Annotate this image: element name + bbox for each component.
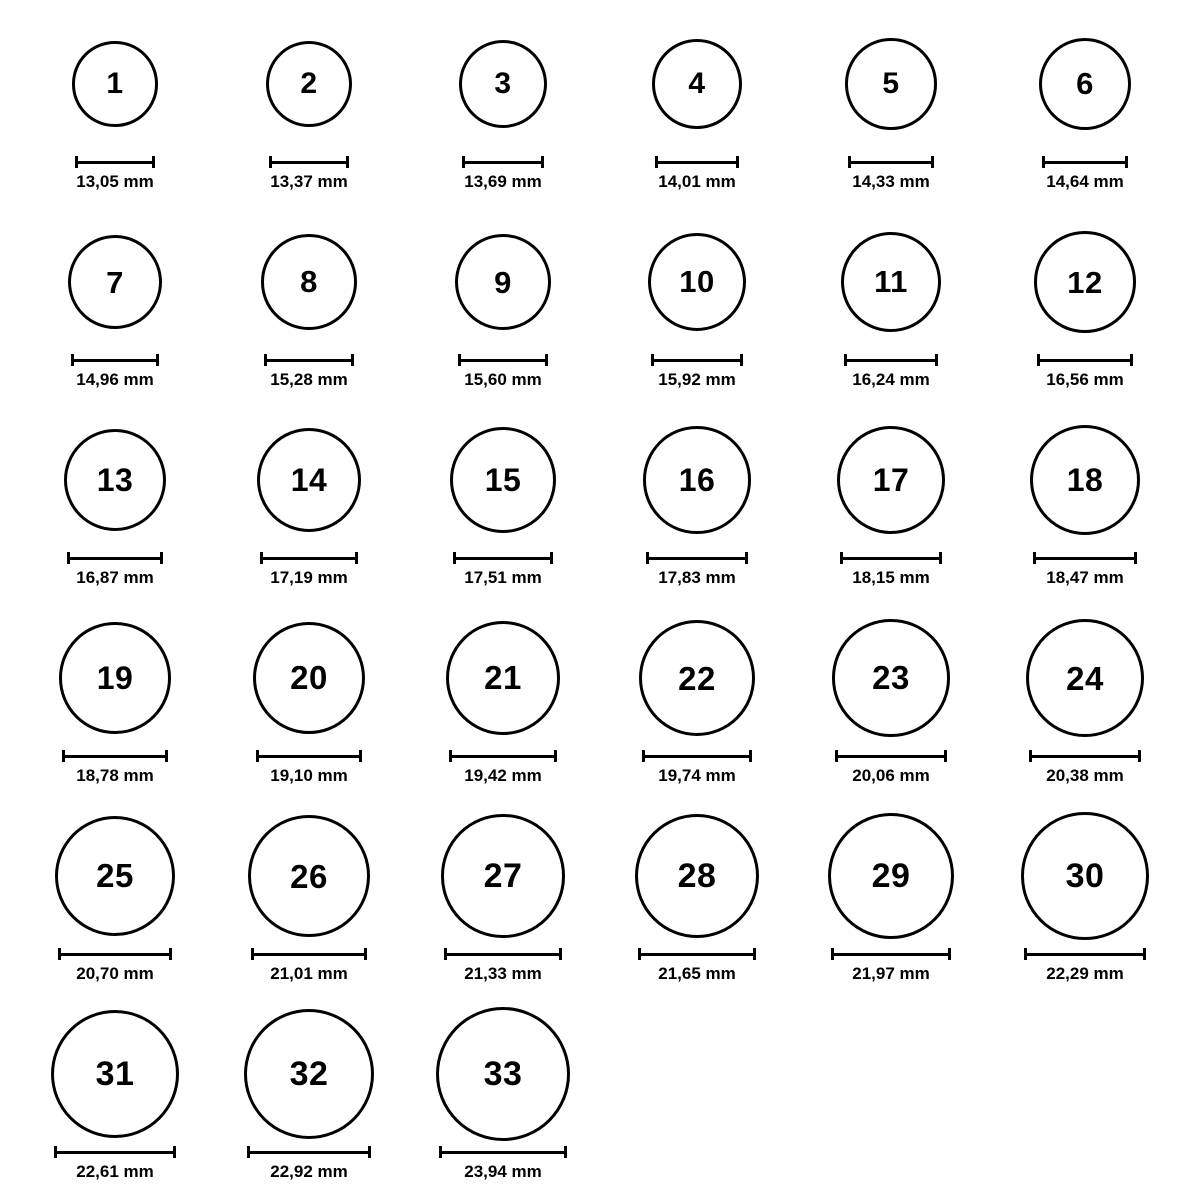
ring-size-cell (990, 806, 1180, 1004)
ring-circle-wrap (248, 806, 370, 946)
ring-circle (828, 813, 954, 939)
ring-size-cell (408, 410, 598, 608)
ring-size-cell (408, 806, 598, 1004)
ring-measure (1037, 354, 1132, 390)
ring-circle-wrap (68, 212, 162, 352)
ring-circle-wrap (845, 14, 936, 154)
ring-circle-wrap (643, 410, 750, 550)
measure-ruler-icon (251, 948, 367, 960)
ring-circle (832, 619, 949, 736)
ring-size-cell (408, 1004, 598, 1202)
ring-measurement-label: 16,24 mm (852, 370, 930, 389)
ring-size-cell (408, 608, 598, 806)
ring-circle-wrap (55, 806, 175, 946)
ring-circle (450, 427, 556, 533)
ring-circle-wrap (72, 14, 157, 154)
ring-size-number: 20 (290, 659, 328, 697)
ring-size-number: 5 (882, 67, 900, 100)
ring-circle (1021, 812, 1148, 939)
ring-circle-wrap (450, 410, 556, 550)
ring-circle-wrap (841, 212, 941, 352)
ring-measurement-label: 22,92 mm (270, 1162, 348, 1181)
ring-size-number: 23 (872, 659, 910, 697)
ring-size-number: 21 (484, 659, 522, 697)
ring-size-cell (602, 806, 792, 1004)
ring-size-cell (990, 410, 1180, 608)
ring-circle (261, 234, 357, 330)
measure-ruler-icon (54, 1146, 177, 1158)
ring-measure (75, 156, 154, 192)
ring-circle (436, 1007, 571, 1142)
ring-size-cell (990, 14, 1180, 212)
ring-measurement-label: 22,29 mm (1046, 964, 1124, 983)
ring-measurement-label: 18,15 mm (852, 568, 930, 587)
ring-measure (256, 750, 363, 786)
ring-measurement-label: 19,10 mm (270, 766, 348, 785)
ring-measurement-label: 19,74 mm (658, 766, 736, 785)
ring-circle-wrap (832, 608, 949, 748)
measure-ruler-icon (67, 552, 164, 564)
ring-size-number: 4 (688, 66, 706, 100)
ring-circle (455, 234, 552, 331)
ring-circle (59, 622, 170, 733)
measure-ruler-icon (1037, 354, 1132, 366)
ring-circle-wrap (1026, 608, 1145, 748)
measure-ruler-icon (844, 354, 938, 366)
ring-measure (1042, 156, 1129, 192)
ring-circle (64, 429, 167, 532)
ring-measure (646, 552, 747, 588)
ring-circle (648, 233, 746, 331)
ring-circle (1034, 231, 1135, 332)
ring-size-number: 27 (483, 856, 523, 895)
ring-measurement-label: 13,69 mm (464, 172, 542, 191)
ring-measure (638, 948, 757, 984)
measure-ruler-icon (269, 156, 350, 168)
ring-circle (635, 814, 760, 939)
ring-size-number: 18 (1066, 462, 1104, 498)
ring-size-cell (20, 14, 210, 212)
ring-circle-wrap (441, 806, 564, 946)
ring-size-cell (214, 14, 404, 212)
measure-ruler-icon (264, 354, 354, 366)
ring-size-number: 26 (290, 857, 328, 895)
ring-size-cell (214, 1004, 404, 1202)
ring-measurement-label: 18,78 mm (76, 766, 154, 785)
ring-circle (253, 622, 366, 735)
ring-size-number: 29 (871, 856, 911, 895)
ring-size-number: 12 (1067, 264, 1103, 300)
ring-circle-wrap (1030, 410, 1140, 550)
measure-ruler-icon (439, 1146, 568, 1158)
ring-measure (831, 948, 951, 984)
ring-size-cell (214, 806, 404, 1004)
ring-circle (1026, 619, 1145, 738)
ring-size-number: 13 (96, 462, 134, 498)
ring-circle (841, 232, 941, 332)
measure-ruler-icon (260, 552, 358, 564)
measure-ruler-icon (247, 1146, 371, 1158)
ring-size-number: 19 (96, 660, 134, 696)
ring-size-number: 22 (678, 659, 716, 697)
ring-size-number: 11 (874, 264, 908, 300)
ring-size-cell (20, 410, 210, 608)
ring-measurement-label: 14,96 mm (76, 370, 154, 389)
ring-size-cell (602, 14, 792, 212)
ring-circle-wrap (1021, 806, 1148, 946)
ring-size-cell (214, 212, 404, 410)
ring-circle-wrap (51, 1004, 180, 1144)
ring-circle (1039, 38, 1132, 131)
ring-measurement-label: 20,70 mm (76, 964, 154, 983)
measure-ruler-icon (1029, 750, 1142, 762)
ring-measurement-label: 14,01 mm (658, 172, 736, 191)
ring-measure (62, 750, 167, 786)
ring-circle-wrap (652, 14, 742, 154)
ring-size-cell (214, 608, 404, 806)
ring-circle (257, 428, 361, 532)
ring-measure (1029, 750, 1142, 786)
measure-ruler-icon (642, 750, 752, 762)
ring-measurement-label: 21,65 mm (658, 964, 736, 983)
ring-circle (446, 621, 560, 735)
ring-circle (441, 814, 564, 937)
measure-ruler-icon (1042, 156, 1129, 168)
ring-measure (848, 156, 933, 192)
measure-ruler-icon (458, 354, 549, 366)
ring-circle-wrap (837, 410, 946, 550)
ring-measure (449, 750, 557, 786)
ring-measurement-label: 13,37 mm (270, 172, 348, 191)
ring-circle-wrap (266, 14, 353, 154)
ring-size-cell (602, 212, 792, 410)
ring-circle-wrap (1034, 212, 1135, 352)
ring-size-number: 10 (679, 264, 715, 300)
ring-circle (72, 41, 157, 126)
ring-size-number: 32 (289, 1055, 329, 1093)
ring-circle (643, 426, 750, 533)
ring-size-cell (408, 212, 598, 410)
ring-size-cell (408, 14, 598, 212)
measure-ruler-icon (71, 354, 159, 366)
ring-circle (1030, 425, 1140, 535)
ring-measure (655, 156, 739, 192)
ring-measure (458, 354, 549, 390)
ring-circle-wrap (639, 608, 755, 748)
ring-size-number: 8 (300, 264, 318, 300)
ring-size-cell (796, 608, 986, 806)
ring-measure (1024, 948, 1145, 984)
ring-measure (1033, 552, 1137, 588)
ring-size-number: 15 (484, 462, 522, 498)
ring-circle-wrap (64, 410, 167, 550)
ring-size-number: 30 (1065, 857, 1105, 895)
measure-ruler-icon (638, 948, 757, 960)
ring-circle-wrap (436, 1004, 571, 1144)
measure-ruler-icon (651, 354, 743, 366)
ring-measure (840, 552, 943, 588)
ring-measure (651, 354, 743, 390)
ring-measure (71, 354, 159, 390)
ring-circle (248, 815, 370, 937)
ring-size-number: 16 (678, 462, 716, 498)
ring-size-number: 24 (1066, 659, 1104, 697)
ring-measurement-label: 20,38 mm (1046, 766, 1124, 785)
ring-measure (54, 1146, 177, 1182)
measure-ruler-icon (58, 948, 172, 960)
ring-measurement-label: 15,92 mm (658, 370, 736, 389)
measure-ruler-icon (462, 156, 544, 168)
measure-ruler-icon (62, 750, 167, 762)
ring-circle (845, 38, 936, 129)
measure-ruler-icon (1033, 552, 1137, 564)
ring-size-grid (0, 14, 1200, 1202)
ring-measurement-label: 16,56 mm (1046, 370, 1124, 389)
ring-size-cell (602, 608, 792, 806)
ring-measure (453, 552, 553, 588)
ring-measurement-label: 17,51 mm (464, 568, 542, 587)
ring-size-cell (796, 806, 986, 1004)
ring-measurement-label: 21,33 mm (464, 964, 542, 983)
measure-ruler-icon (75, 156, 154, 168)
ring-circle (639, 620, 755, 736)
ring-size-number: 9 (494, 264, 512, 300)
measure-ruler-icon (444, 948, 561, 960)
ring-measurement-label: 23,94 mm (464, 1162, 542, 1181)
ring-measure (269, 156, 350, 192)
ring-size-cell (214, 410, 404, 608)
ring-measurement-label: 15,60 mm (464, 370, 542, 389)
ring-size-number: 3 (494, 67, 512, 100)
measure-ruler-icon (449, 750, 557, 762)
ring-measurement-label: 13,05 mm (76, 172, 154, 191)
ring-circle (652, 39, 742, 129)
ring-measure (251, 948, 367, 984)
measure-ruler-icon (655, 156, 739, 168)
ring-circle-wrap (459, 14, 547, 154)
ring-measure (462, 156, 544, 192)
ring-circle-wrap (244, 1004, 374, 1144)
ring-size-number: 2 (300, 66, 318, 100)
ring-circle (51, 1010, 180, 1139)
ring-size-number: 6 (1076, 66, 1094, 102)
measure-ruler-icon (840, 552, 943, 564)
measure-ruler-icon (453, 552, 553, 564)
ring-measure (444, 948, 561, 984)
ring-measure (247, 1146, 371, 1182)
ring-measurement-label: 17,83 mm (658, 568, 736, 587)
ring-circle-wrap (648, 212, 746, 352)
ring-circle-wrap (635, 806, 760, 946)
ring-measurement-label: 14,64 mm (1046, 172, 1124, 191)
ring-size-cell (20, 608, 210, 806)
ring-measurement-label: 16,87 mm (76, 568, 154, 587)
ring-size-number: 25 (96, 857, 134, 895)
ring-circle-wrap (257, 410, 361, 550)
ring-size-cell (796, 410, 986, 608)
measure-ruler-icon (646, 552, 747, 564)
ring-measure (439, 1146, 568, 1182)
ring-circle-wrap (1039, 14, 1132, 154)
ring-measurement-label: 17,19 mm (270, 568, 348, 587)
ring-measurement-label: 20,06 mm (852, 766, 930, 785)
measure-ruler-icon (831, 948, 951, 960)
ring-circle (459, 40, 547, 128)
ring-size-number: 28 (677, 857, 717, 895)
ring-circle (837, 426, 946, 535)
ring-measure (264, 354, 354, 390)
ring-size-number: 14 (290, 461, 328, 498)
ring-size-number: 1 (106, 67, 124, 100)
ring-measure (260, 552, 358, 588)
ring-measurement-label: 14,33 mm (852, 172, 930, 191)
ring-size-cell (20, 1004, 210, 1202)
ring-measurement-label: 22,61 mm (76, 1162, 154, 1181)
ring-size-cell (796, 14, 986, 212)
ring-circle-wrap (446, 608, 560, 748)
ring-circle (68, 235, 162, 329)
ring-circle (55, 816, 175, 936)
ring-circle-wrap (261, 212, 357, 352)
ring-size-number: 7 (106, 264, 124, 300)
ring-measure (67, 552, 164, 588)
ring-circle (266, 41, 353, 128)
ring-circle-wrap (253, 608, 366, 748)
measure-ruler-icon (835, 750, 946, 762)
ring-measure (58, 948, 172, 984)
ring-measurement-label: 18,47 mm (1046, 568, 1124, 587)
ring-size-cell (796, 212, 986, 410)
ring-measure (844, 354, 938, 390)
ring-size-cell (990, 608, 1180, 806)
ring-measurement-label: 19,42 mm (464, 766, 542, 785)
ring-circle-wrap (455, 212, 552, 352)
ring-measurement-label: 15,28 mm (270, 370, 348, 389)
ring-circle-wrap (828, 806, 954, 946)
ring-measurement-label: 21,01 mm (270, 964, 348, 983)
ring-size-cell (20, 806, 210, 1004)
ring-size-number: 33 (483, 1054, 523, 1093)
ring-circle (244, 1009, 374, 1139)
ring-measure (835, 750, 946, 786)
ring-size-cell (602, 410, 792, 608)
measure-ruler-icon (848, 156, 933, 168)
ring-measure (642, 750, 752, 786)
ring-size-number: 17 (872, 461, 910, 498)
ring-measurement-label: 21,97 mm (852, 964, 930, 983)
ring-circle-wrap (59, 608, 170, 748)
measure-ruler-icon (256, 750, 363, 762)
measure-ruler-icon (1024, 948, 1145, 960)
ring-size-number: 31 (95, 1055, 135, 1093)
ring-size-cell (990, 212, 1180, 410)
ring-size-cell (20, 212, 210, 410)
